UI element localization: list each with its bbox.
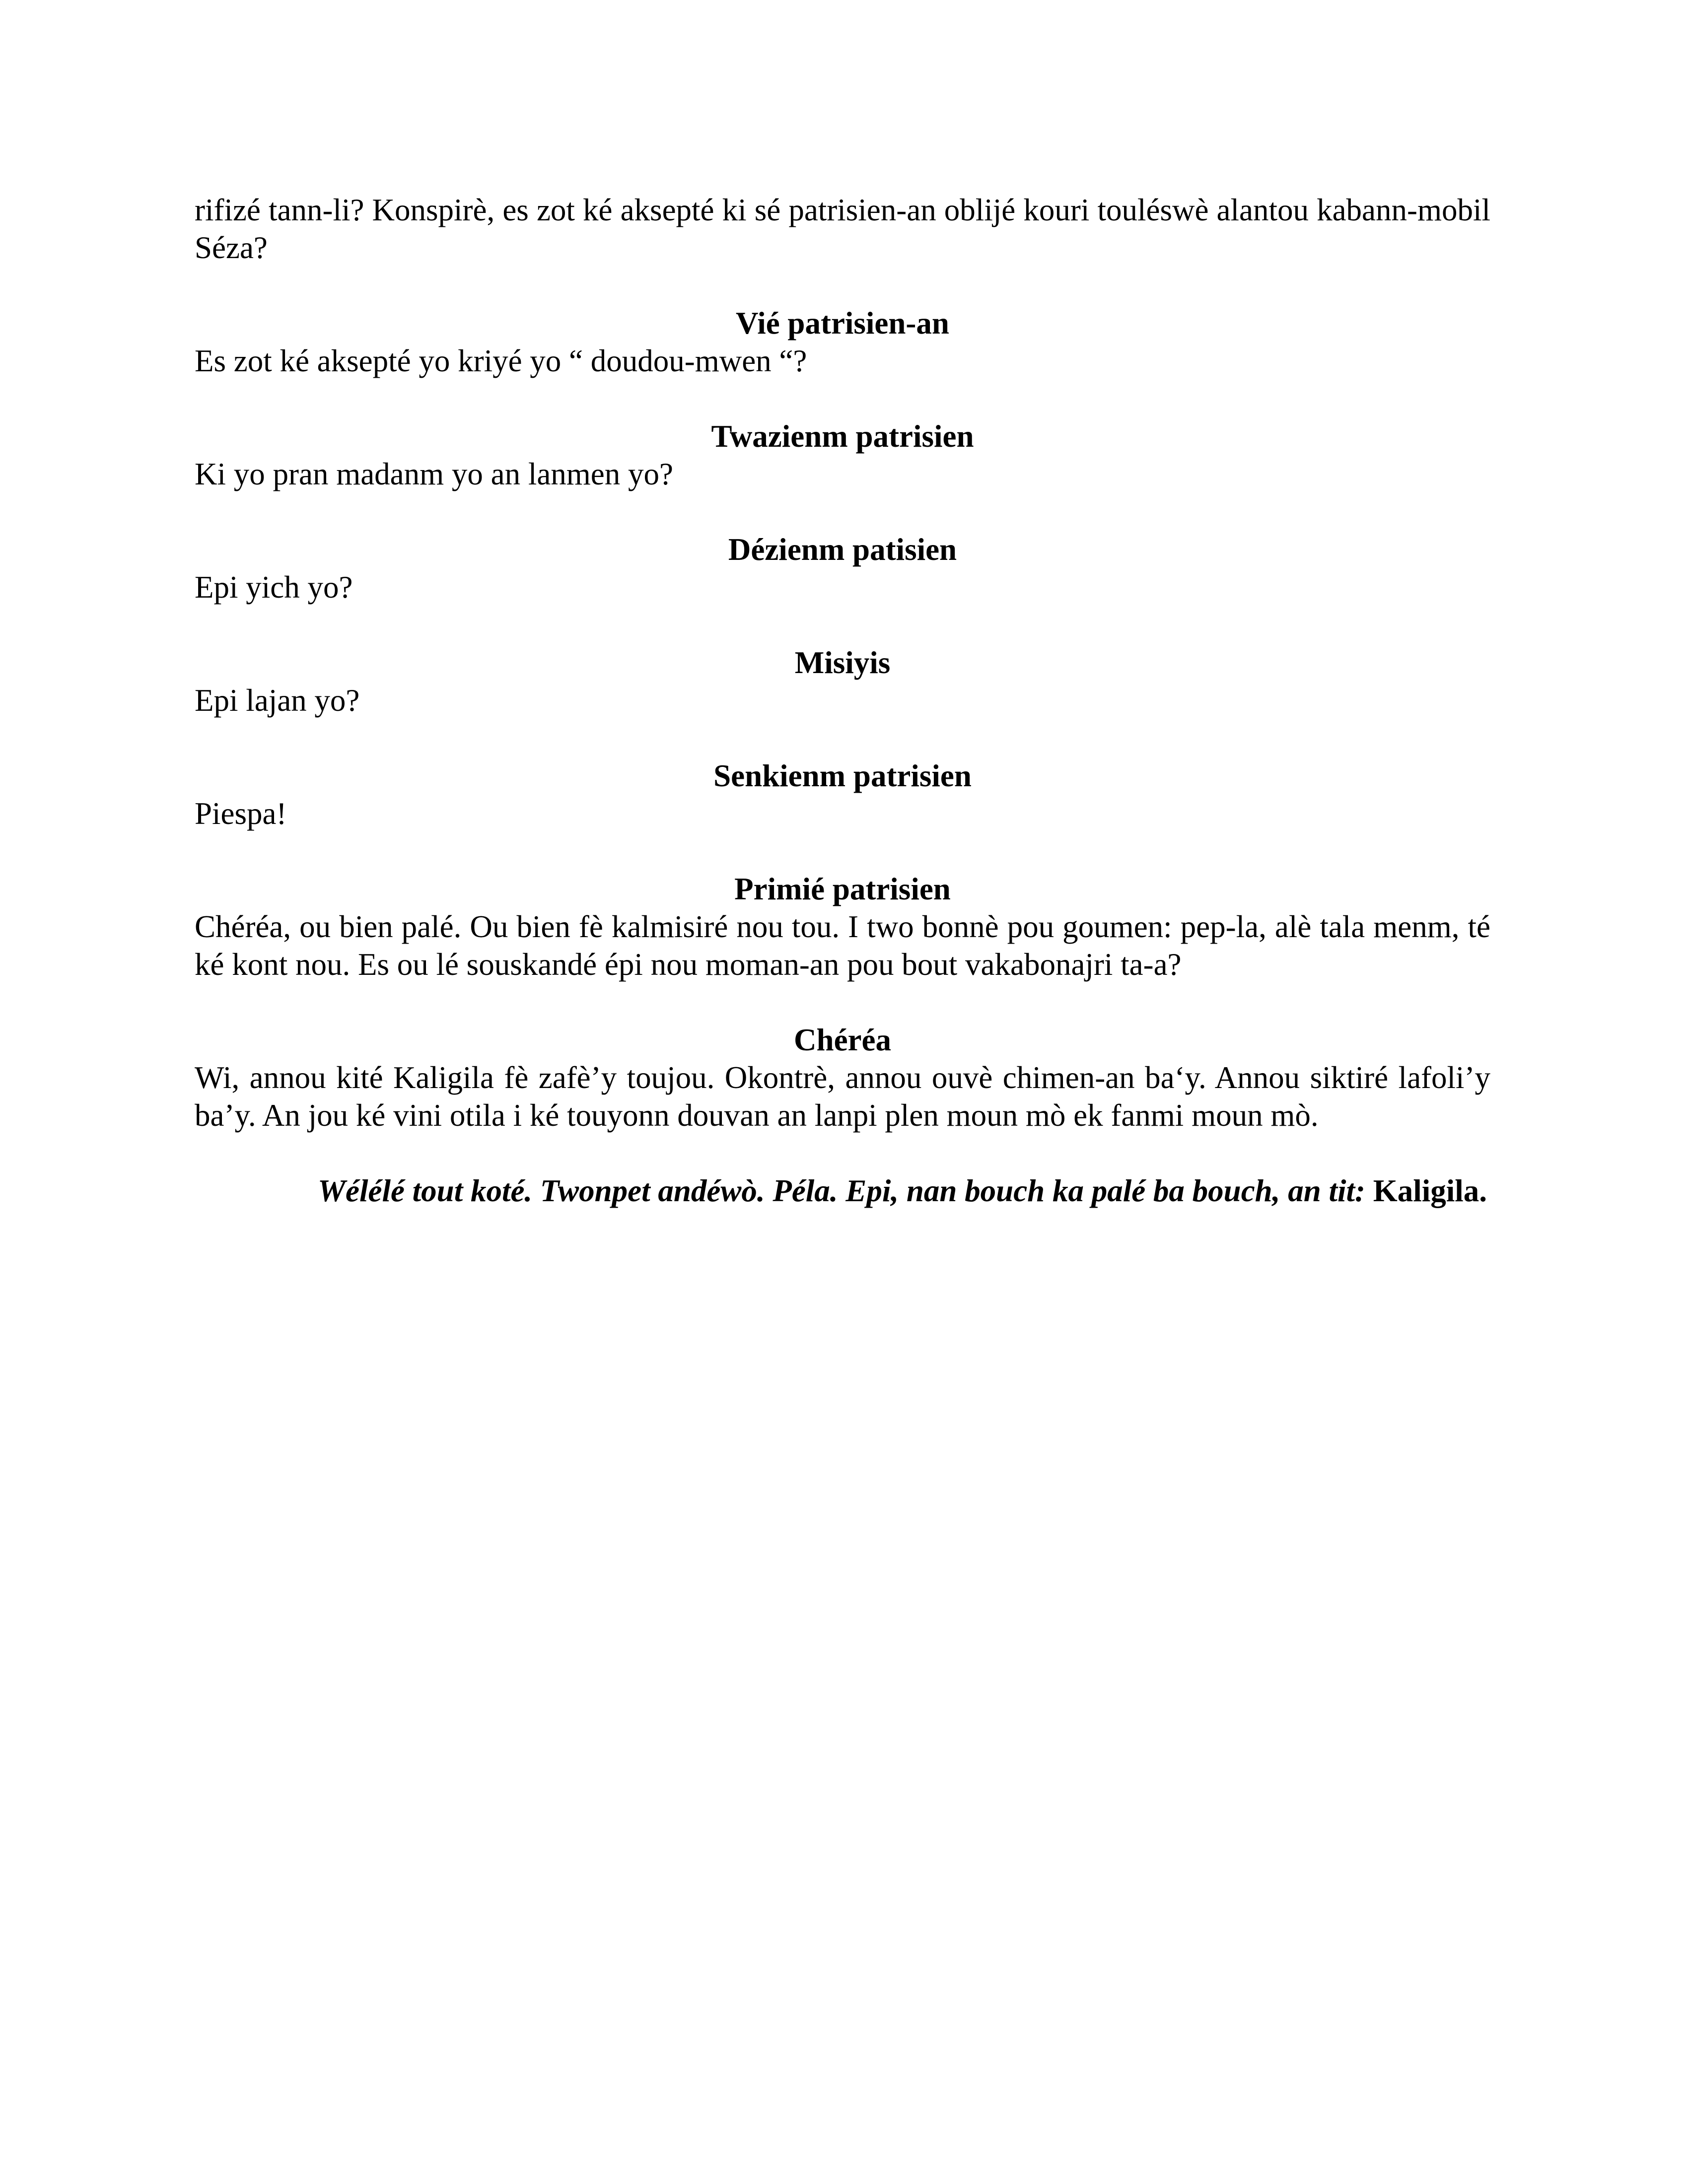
- dialogue-block-twazienm-patrisien: [195, 417, 1490, 493]
- dialogue-block-cherea: [195, 1021, 1490, 1134]
- dialogue-block-senkienm-patrisien: [195, 757, 1490, 832]
- speaker-name: Twazienm patrisien: [711, 419, 974, 454]
- dialogue-line: Piespa!: [195, 796, 287, 831]
- dialogue-block-misiyis: [195, 644, 1490, 719]
- stage-direction-name: Kaligila.: [1373, 1173, 1487, 1208]
- speaker-name: Senkienm patrisien: [713, 758, 972, 793]
- speaker-name: Chéréa: [794, 1023, 891, 1057]
- spacer: [195, 719, 1490, 757]
- document-page: [195, 191, 1490, 1210]
- dialogue-line: Epi yich yo?: [195, 570, 353, 605]
- spacer: [195, 832, 1490, 870]
- dialogue-block-vie-patrisien: [195, 304, 1490, 380]
- spacer: [195, 606, 1490, 644]
- stage-direction: [195, 1172, 1490, 1210]
- spacer: [195, 380, 1490, 417]
- dialogue-line: Wi, annou kité Kaligila fè zafè’y toujou. Okontrè, annou ouvè chimen-an ba‘y. Annou siktiré lafoli’y ba’y. An jou ké vini otila i ké touyonn douvan an lanpi plen moun mò ek fanmi moun mò.: [195, 1060, 1490, 1133]
- spacer: [195, 267, 1490, 304]
- opening-paragraph: rifizé tann-li? Konspirè, es zot ké aksepté ki sé patrisien-an oblijé kouri touléswè alantou kabann-mobil Séza?: [195, 193, 1490, 265]
- dialogue-line: Es zot ké aksepté yo kriyé yo “ doudou-mwen “?: [195, 343, 807, 378]
- stage-direction-text: Wélélé tout koté. Twonpet andéwò. Péla. Epi, nan bouch ka palé ba bouch, an tit:: [318, 1173, 1365, 1208]
- spacer: [195, 493, 1490, 531]
- speaker-name: Primié patrisien: [734, 872, 951, 906]
- dialogue-block-dezienm-patisien: [195, 531, 1490, 606]
- dialogue-line: Chéréa, ou bien palé. Ou bien fè kalmisiré nou tou. I two bonnè pou goumen: pep-la, alè tala menm, té ké kont nou. Es ou lé souskandé épi nou moman-an pou bout vakabonajri ta-a?: [195, 909, 1490, 982]
- dialogue-block-primie-patrisien: [195, 870, 1490, 983]
- spacer: [195, 983, 1490, 1021]
- dialogue-line: Ki yo pran madanm yo an lanmen yo?: [195, 457, 673, 491]
- speaker-name: Vié patrisien-an: [736, 306, 949, 341]
- spacer: [195, 1134, 1490, 1172]
- speaker-name: Dézienm patisien: [728, 532, 957, 567]
- dialogue-line: Epi lajan yo?: [195, 683, 360, 718]
- speaker-name: Misiyis: [794, 645, 891, 680]
